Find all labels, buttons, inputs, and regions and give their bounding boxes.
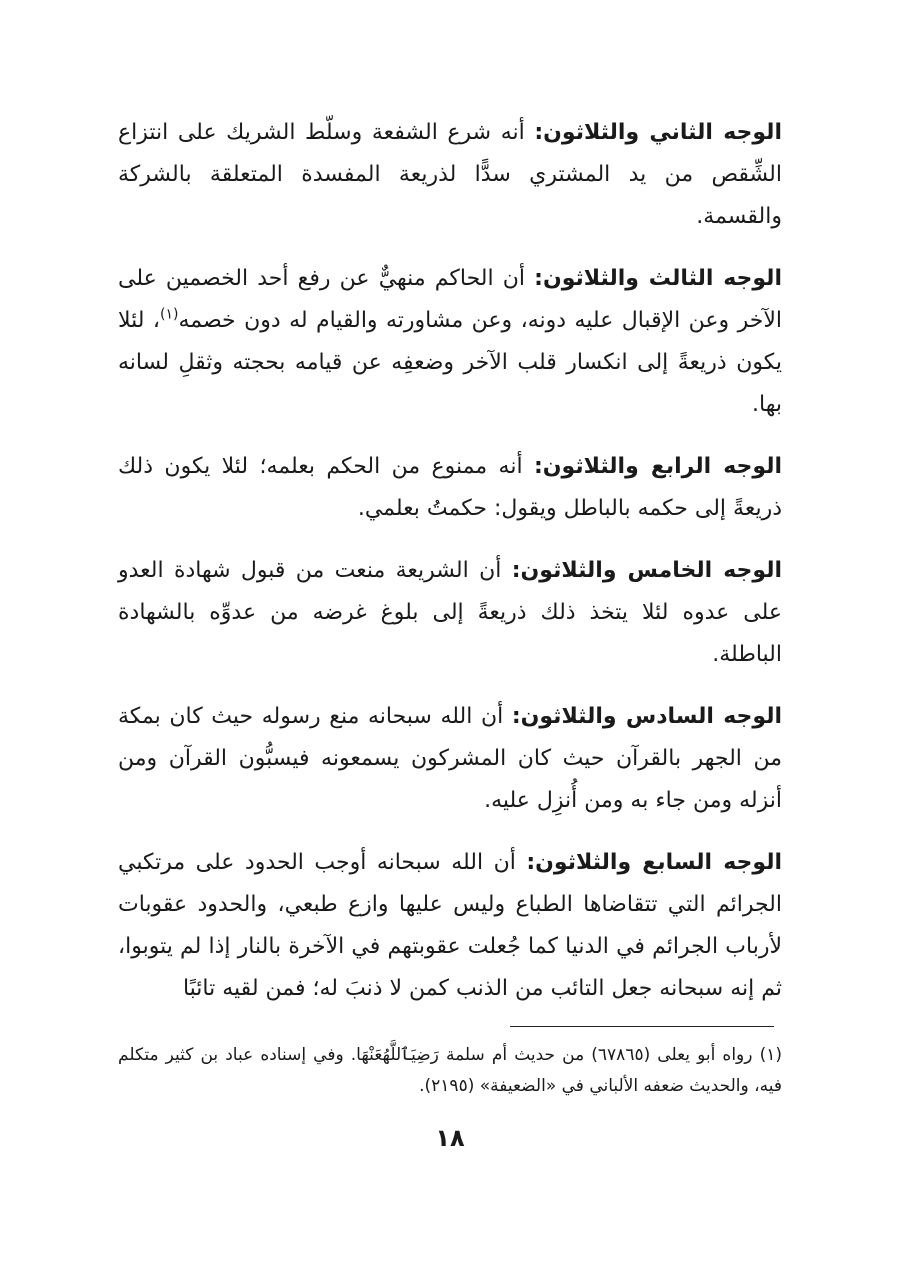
- paragraph-body: أن الحاكم منهيٌّ عن رفع أحد الخصمين على الآخر وعن الإقبال عليه دونه، وعن مشاورته والقيام له دون خصمه: [118, 266, 783, 333]
- paragraph-body-continued: ، لئلا يكون ذريعةً إلى انكسار قلب الآخر وضعفِه عن قيامه بحجته وثقلِ لسانه بها.: [118, 308, 782, 417]
- footnote: [118, 1040, 782, 1102]
- paragraph-36: [118, 696, 782, 822]
- footnote-reference[interactable]: (١): [160, 306, 179, 323]
- paragraph-heading: الوجه الثالث والثلاثون:: [534, 266, 782, 291]
- paragraph-body: أن الشريعة منعت من قبول شهادة العدو على عدوه لئلا يتخذ ذلك ذريعةً إلى بلوغ غرضه من عدوِّه بالشهادة الباطلة.: [118, 558, 782, 667]
- paragraph-37: [118, 842, 782, 1010]
- paragraph-33: [118, 258, 782, 426]
- paragraph-heading: الوجه الرابع والثلاثون:: [533, 454, 783, 479]
- paragraph-heading: الوجه الثاني والثلاثون:: [534, 120, 782, 145]
- paragraph-heading: الوجه السابع والثلاثون:: [526, 850, 782, 875]
- paragraph-32: [118, 112, 782, 238]
- paragraph-heading: الوجه السادس والثلاثون:: [511, 704, 783, 729]
- paragraph-body: أنه ممنوع من الحكم بعلمه؛ لئلا يكون ذلك ذريعةً إلى حكمه بالباطل ويقول: حكمتُ بعلمي.: [118, 454, 782, 521]
- page-number: ١٨: [435, 1124, 465, 1152]
- paragraph-35: [118, 550, 782, 676]
- paragraph-34: [118, 446, 782, 530]
- paragraph-body: أنه شرع الشفعة وسلّط الشريك على انتزاع الشِّقص من يد المشتري سدًّا لذريعة المفسدة المتعلقة بالشركة والقسمة.: [118, 120, 782, 229]
- paragraph-body: أن الله سبحانه أوجب الحدود على مرتكبي الجرائم التي تتقاضاها الطباع وليس عليها وازع طبعي، والحدود عقوبات لأرباب الجرائم في الدنيا كما جُعلت عقوبتهم في الآخرة بالنار إذا لم يتوبوا، ثم إنه سبحانه جعل التائب من الذنب كمن لا ذنبَ له؛ فمن لقيه تائبًا: [118, 850, 782, 1001]
- footnote-number: (١): [759, 1045, 782, 1065]
- footnote-text: رواه أبو يعلى (٦٧٨٦٥) من حديث أم سلمة رَضِيَٱللَّهُعَنْهَا. وفي إسناده عباد بن كثير متكلم فيه، والحديث ضعفه الألباني في «الضعيفة» (٢١٩٥).: [118, 1045, 782, 1096]
- paragraph-body: أن الله سبحانه منع رسوله حيث كان بمكة من الجهر بالقرآن حيث كان المشركون يسمعونه فيسبُّون القرآن ومن أنزله ومن جاء به ومن أُنزِل عليه.: [118, 704, 782, 813]
- paragraph-heading: الوجه الخامس والثلاثون:: [511, 558, 782, 583]
- footnote-separator: [510, 1026, 774, 1027]
- main-text: [118, 112, 782, 1030]
